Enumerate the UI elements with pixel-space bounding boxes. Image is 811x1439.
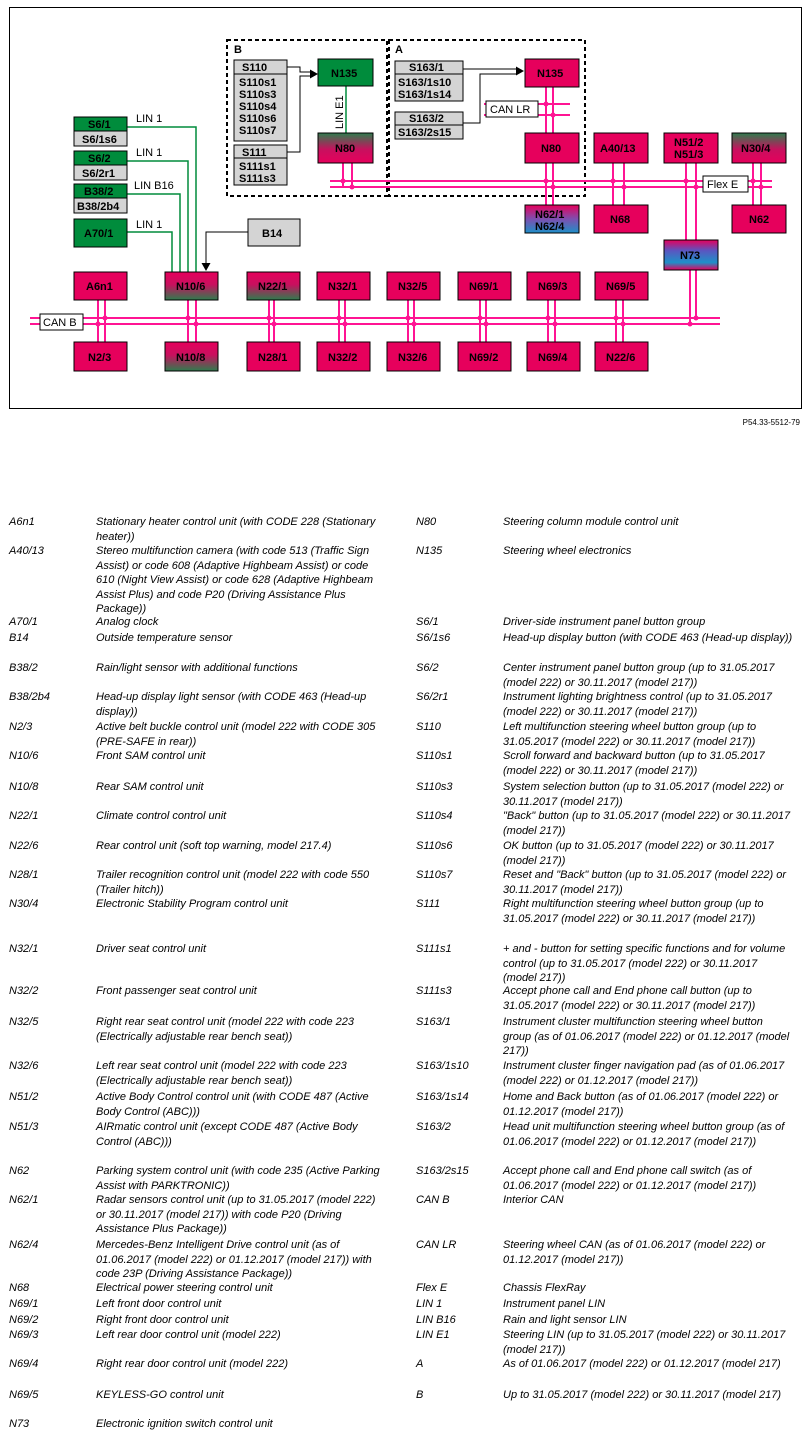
legend-code: A40/13 <box>9 545 44 557</box>
legend-description: Stationary heater control unit (with CODE 228 (Stationary heater)) <box>96 516 376 543</box>
box-N10-6: N10/6 <box>176 281 206 293</box>
legend-description: Electronic ignition switch control unit <box>96 1418 273 1430</box>
legend-code: N73 <box>9 1418 30 1430</box>
box-S110s7: S110s7 <box>239 125 277 137</box>
box-S111: S111 <box>242 147 267 159</box>
box-A40-13: A40/13 <box>600 143 636 155</box>
box-N2-3: N2/3 <box>88 352 112 364</box>
legend-description: Head-up display light sensor (with CODE 463 (Head-up display)) <box>96 691 367 718</box>
box-N69-3: N69/3 <box>538 281 568 293</box>
legend-description: Instrument panel LIN <box>503 1298 606 1310</box>
box-N135-b: N135 <box>331 68 358 80</box>
legend-code: N30/4 <box>9 898 39 910</box>
box-S110s3: S110s3 <box>239 89 277 101</box>
bus-label-can-lr: CAN LR <box>490 104 531 116</box>
legend-code: LIN B16 <box>416 1314 456 1326</box>
legend-code: A <box>416 1358 424 1370</box>
legend-description: AIRmatic control unit (except CODE 487 (Active Body Control (ABC))) <box>96 1121 358 1148</box>
legend-code: N10/6 <box>9 750 39 762</box>
legend-description: Steering wheel CAN (as of 01.06.2017 (model 222) or 01.12.2017 (model 217)) <box>503 1239 766 1266</box>
legend-description: Center instrument panel button group (up to 31.05.2017 (model 222) or 30.11.2017 (model 217)) <box>503 662 775 689</box>
box-S110: S110 <box>242 62 268 74</box>
legend-code: A6n1 <box>9 516 35 528</box>
legend-description: Front passenger seat control unit <box>96 985 257 997</box>
legend-code: S163/1s10 <box>416 1060 469 1072</box>
legend-description: Steering LIN (up to 31.05.2017 (model 222) or 30.11.2017 (model 217)) <box>503 1329 786 1356</box>
legend-code: N69/2 <box>9 1314 39 1326</box>
legend-description: Accept phone call and End phone call button (up to 31.05.2017 (model 222) or 30.11.2017 (model 217)) <box>503 985 756 1012</box>
legend-description: As of 01.06.2017 (model 222) or 01.12.2017 (model 217) <box>503 1358 781 1370</box>
box-S6-1: S6/1 <box>88 119 111 131</box>
legend-description: Reset and "Back" button (up to 31.05.2017 (model 222) or 30.11.2017 (model 217)) <box>503 869 786 896</box>
legend-code: N80 <box>416 516 437 528</box>
legend-code: S163/1 <box>416 1016 451 1028</box>
legend-code: S110s4 <box>416 810 453 822</box>
group-a-label: A <box>395 44 403 56</box>
legend-description: Active belt buckle control unit (model 222 with CODE 305 (PRE-SAFE in rear)) <box>96 721 376 748</box>
legend-description: Chassis FlexRay <box>503 1282 586 1294</box>
box-N135-a: N135 <box>537 68 564 80</box>
legend-code: B38/2b4 <box>9 691 50 703</box>
legend-description: Instrument cluster finger navigation pad (as of 01.06.2017 (model 222) or 01.12.2017 (model 217)) <box>503 1060 785 1087</box>
box-N10-8: N10/8 <box>176 352 206 364</box>
legend-code: CAN LR <box>416 1239 457 1251</box>
legend-description: Left multifunction steering wheel button group (up to 31.05.2017 (model 222) or 30.11.2017 (model 217)) <box>503 721 757 748</box>
legend-description: Front SAM control unit <box>96 750 206 762</box>
bus-label-lin-e1: LIN E1 <box>334 95 346 129</box>
legend-description: Parking system control unit (with code 235 (Active Parking Assist with PARKTRONIC)) <box>96 1165 380 1192</box>
legend-description: Instrument lighting brightness control (up to 31.05.2017 (model 222) or 30.11.2017 (model 217)) <box>503 691 773 718</box>
legend-code: S6/1s6 <box>416 632 451 644</box>
box-N22-1: N22/1 <box>258 281 288 293</box>
legend-description: + and - button for setting specific functions and for volume control (up to 31.05.2017 (model 222) or 30.11.2017 (model 217)) <box>503 943 786 984</box>
legend-code: LIN E1 <box>416 1329 450 1341</box>
box-N28-1: N28/1 <box>258 352 288 364</box>
legend-code: S110s6 <box>416 840 453 852</box>
legend-code: S6/2r1 <box>416 691 449 703</box>
legend-code: N10/8 <box>9 781 39 793</box>
box-B14: B14 <box>262 228 283 240</box>
box-N69-5: N69/5 <box>606 281 636 293</box>
legend-description: Trailer recognition control unit (model 222 with code 550 (Trailer hitch)) <box>96 869 370 896</box>
bus-label-lin1-b: LIN 1 <box>136 147 163 159</box>
legend-description: Driver seat control unit <box>96 943 207 955</box>
legend-code: S163/2s15 <box>416 1165 469 1177</box>
legend-code: N62/4 <box>9 1239 39 1251</box>
box-B38-2b4: B38/2b4 <box>77 201 120 213</box>
legend-code: N51/3 <box>9 1121 39 1133</box>
legend-code: S110s7 <box>416 869 453 881</box>
box-N62: N62 <box>749 214 770 226</box>
box-N80-a: N80 <box>541 143 562 155</box>
legend-code: S111s1 <box>416 943 452 955</box>
box-N80-b: N80 <box>335 143 356 155</box>
legend-code: S6/1 <box>416 616 439 628</box>
legend-description: System selection button (up to 31.05.2017 (model 222) or 30.11.2017 (model 217)) <box>503 781 784 808</box>
network-diagram <box>0 0 811 430</box>
box-N22-6: N22/6 <box>606 352 636 364</box>
legend-description: Scroll forward and backward button (up to 31.05.2017 (model 222) or 30.11.2017 (model 217)) <box>503 750 765 777</box>
legend-code: B14 <box>9 632 29 644</box>
legend-description: Stereo multifunction camera (with code 513 (Traffic Sign Assist) or code 608 (Adaptive Highbeam Assist) or code 610 (Night View Assist) or code 628 (Adaptive Highbeam Assist Plus) and code P20 (Driving Assistance Plus Package)) <box>96 545 373 615</box>
legend-code: N69/3 <box>9 1329 39 1341</box>
box-N68: N68 <box>610 214 631 226</box>
box-S111s1: S111s1 <box>239 161 276 173</box>
legend-description: Right front door control unit <box>96 1314 229 1326</box>
legend-code: N135 <box>416 545 443 557</box>
bus-label-lin1-c: LIN 1 <box>136 219 163 231</box>
legend-code: N28/1 <box>9 869 39 881</box>
legend-description: Rain and light sensor LIN <box>503 1314 627 1326</box>
legend-code: S163/2 <box>416 1121 451 1133</box>
legend-description: Outside temperature sensor <box>96 632 233 644</box>
box-N69-4: N69/4 <box>538 352 568 364</box>
box-N51-2: N51/2 <box>674 137 704 149</box>
legend-description: OK button (up to 31.05.2017 (model 222) or 30.11.2017 (model 217)) <box>503 840 774 867</box>
legend-code: N69/1 <box>9 1298 39 1310</box>
box-A70-1: A70/1 <box>84 228 114 240</box>
box-N32-6: N32/6 <box>398 352 428 364</box>
legend-code: N2/3 <box>9 721 33 733</box>
legend-code: N62/1 <box>9 1194 39 1206</box>
legend-code: S111s3 <box>416 985 452 997</box>
legend-code: N22/6 <box>9 840 39 852</box>
legend-description: Active Body Control control unit (with CODE 487 (Active Body Control (ABC))) <box>96 1091 369 1118</box>
bus-label-lin-b16: LIN B16 <box>134 180 174 192</box>
legend-description: Analog clock <box>96 616 159 628</box>
legend-description: Rear SAM control unit <box>96 781 204 793</box>
legend-code: N22/1 <box>9 810 39 822</box>
legend-code: N68 <box>9 1282 30 1294</box>
legend-code: N69/5 <box>9 1389 39 1401</box>
box-S6-2: S6/2 <box>88 153 111 165</box>
figure-reference: P54.33-5512-79 <box>742 418 800 427</box>
legend-code: B <box>416 1389 424 1401</box>
box-S163-2s15: S163/2s15 <box>398 127 452 139</box>
legend-code: LIN 1 <box>416 1298 443 1310</box>
group-b-label: B <box>234 44 242 56</box>
legend-description: Climate control control unit <box>96 810 227 822</box>
legend-description: Left front door control unit <box>96 1298 222 1310</box>
box-S6-2r1: S6/2r1 <box>82 168 116 180</box>
box-N62-4: N62/4 <box>535 221 565 233</box>
bus-label-flex-e: Flex E <box>707 179 739 191</box>
legend-code: N32/5 <box>9 1016 39 1028</box>
legend-code: S110s3 <box>416 781 453 793</box>
box-B38-2: B38/2 <box>84 186 114 198</box>
box-S111s3: S111s3 <box>239 173 276 185</box>
legend-code: Flex E <box>416 1282 448 1294</box>
box-N32-2: N32/2 <box>328 352 358 364</box>
legend-description: Up to 31.05.2017 (model 222) or 30.11.2017 (model 217) <box>503 1389 782 1401</box>
legend-description: Steering wheel electronics <box>503 545 632 557</box>
legend-description: Radar sensors control unit (up to 31.05.2017 (model 222) or 30.11.2017 (model 217)) with code P20 (Driving Assistance Plus Package)) <box>96 1194 376 1235</box>
box-N62-1: N62/1 <box>535 209 565 221</box>
legend-code: A70/1 <box>9 616 38 628</box>
legend-code: N32/6 <box>9 1060 39 1072</box>
box-S110s6: S110s6 <box>239 113 277 125</box>
legend-code: CAN B <box>416 1194 450 1206</box>
legend-description: KEYLESS-GO control unit <box>96 1389 224 1401</box>
box-S163-1s10: S163/1s10 <box>398 77 452 89</box>
legend-description: Home and Back button (as of 01.06.2017 (model 222) or 01.12.2017 (model 217)) <box>503 1091 779 1118</box>
box-S163-2: S163/2 <box>409 113 444 125</box>
legend-description: Left rear seat control unit (model 222 with code 223 (Electrically adjustable rear bench seat)) <box>96 1060 347 1087</box>
box-N51-3: N51/3 <box>674 149 704 161</box>
legend-code: N32/1 <box>9 943 39 955</box>
box-N30-4: N30/4 <box>741 143 771 155</box>
legend-code: S110s1 <box>416 750 453 762</box>
legend-code: N69/4 <box>9 1358 39 1370</box>
box-A6n1: A6n1 <box>86 281 113 293</box>
legend-code: N51/2 <box>9 1091 39 1103</box>
legend-code: N62 <box>9 1165 30 1177</box>
legend-description: Interior CAN <box>503 1194 564 1206</box>
legend-description: Steering column module control unit <box>503 516 679 528</box>
box-S163-1s14: S163/1s14 <box>398 89 452 101</box>
box-N32-5: N32/5 <box>398 281 428 293</box>
legend-description: Rain/light sensor with additional functions <box>96 662 298 674</box>
box-S6-1s6: S6/1s6 <box>82 134 117 146</box>
legend-description: Rear control unit (soft top warning, model 217.4) <box>96 840 332 852</box>
legend-description: Right rear door control unit (model 222) <box>96 1358 288 1370</box>
legend-description: Instrument cluster multifunction steering wheel button group (as of 01.06.2017 (model 222) or 01.12.2017 (model 217)) <box>503 1016 790 1057</box>
bus-label-lin1-a: LIN 1 <box>136 113 163 125</box>
legend-code: S111 <box>416 898 441 910</box>
legend-description: Mercedes-Benz Intelligent Drive control unit (as of 01.06.2017 (model 222) or 01.12.2017 (model 217)) with code 23P (Driving Assistance Package)) <box>96 1239 372 1280</box>
legend-code: S110 <box>416 721 441 733</box>
bus-label-can-b: CAN B <box>43 317 77 329</box>
legend-code: N32/2 <box>9 985 39 997</box>
legend-code: S163/1s14 <box>416 1091 469 1103</box>
legend-code: B38/2 <box>9 662 38 674</box>
legend-description: Electrical power steering control unit <box>96 1282 273 1294</box>
box-N32-1: N32/1 <box>328 281 358 293</box>
legend-description: Electronic Stability Program control unit <box>96 898 288 910</box>
box-N69-2: N69/2 <box>469 352 499 364</box>
legend-description: Head-up display button (with CODE 463 (Head-up display)) <box>503 632 793 644</box>
box-S110s1: S110s1 <box>239 77 277 89</box>
box-S110s4: S110s4 <box>239 101 277 113</box>
legend-description: "Back" button (up to 31.05.2017 (model 222) or 30.11.2017 (model 217)) <box>503 810 791 837</box>
legend-description: Accept phone call and End phone call switch (as of 01.06.2017 (model 222) or 01.12.2017 (model 217)) <box>503 1165 757 1192</box>
legend-code: S6/2 <box>416 662 439 674</box>
box-S163-1: S163/1 <box>409 62 444 74</box>
legend-description: Right multifunction steering wheel button group (up to 31.05.2017 (model 222) or 30.11.2017 (model 217)) <box>503 898 764 925</box>
box-N69-1: N69/1 <box>469 281 499 293</box>
legend-description: Head unit multifunction steering wheel button group (as of 01.06.2017 (model 222) or 01.12.2017 (model 217)) <box>503 1121 785 1148</box>
legend-description: Driver-side instrument panel button group <box>503 616 706 628</box>
legend-description: Right rear seat control unit (model 222 with code 223 (Electrically adjustable rear bench seat)) <box>96 1016 355 1043</box>
legend-description: Left rear door control unit (model 222) <box>96 1329 281 1341</box>
box-N73: N73 <box>680 250 701 262</box>
